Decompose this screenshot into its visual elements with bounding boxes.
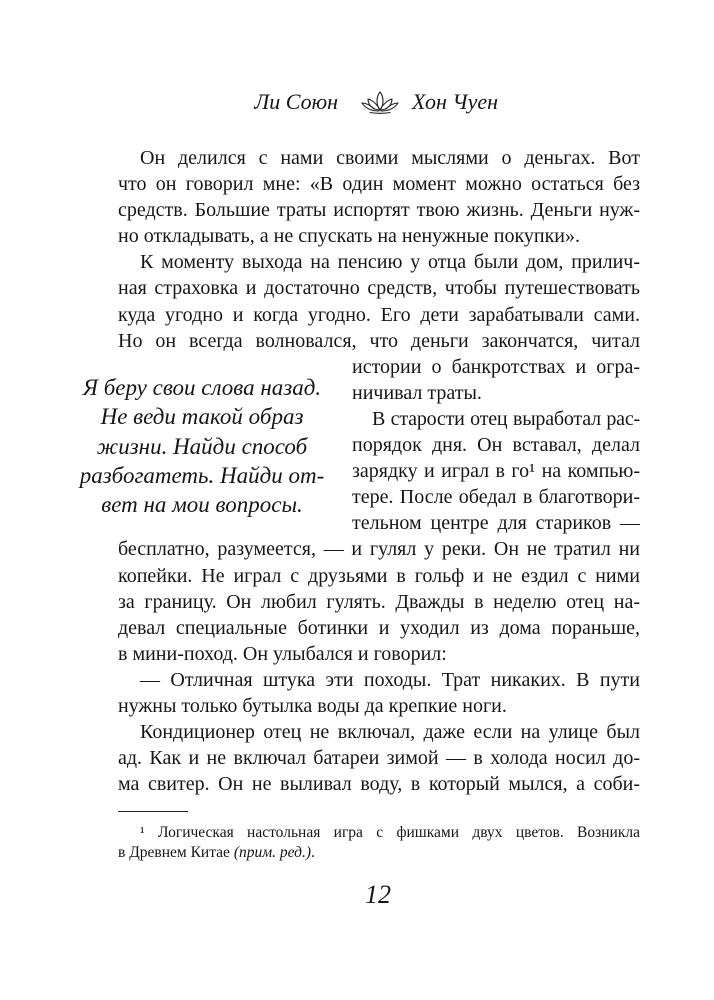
footnote-text: в Древнем Китае <box>118 844 230 861</box>
note-line: разбогатеть. Найди от- <box>79 462 325 488</box>
text-line: — Отличная штука эти походы. Трат никаких. В пути <box>140 668 640 691</box>
note-line: вет на мои вопросы. <box>101 492 303 517</box>
text-line: Он делился с нами своими мыслями о деньгах. Вот <box>140 147 640 169</box>
text-line: что он говорил мне: «В один момент можно остаться без <box>118 173 640 196</box>
text-line: копейки. Не играл с друзьями в гольф и не ездил с ними <box>118 564 640 587</box>
note-line: Я беру свои слова назад. <box>82 375 322 400</box>
text-line: нужны только бутылка воды да крепкие ноги. <box>118 694 507 717</box>
text-line: В старости отец выработал рас- <box>372 407 640 430</box>
text-line: но откладывать, а не спускать на ненужные покупки». <box>118 225 581 248</box>
handwritten-margin-note <box>72 373 332 519</box>
text-line: ма свитер. Он не выливал воду, в который мылся, а соби- <box>118 773 640 796</box>
footnote <box>118 823 640 863</box>
page-number: 12 <box>365 880 391 909</box>
text-line: куда угодно и когда угодно. Его дети зарабатывали сами. <box>118 303 640 326</box>
footnote-rule <box>118 811 188 812</box>
lotus-icon <box>360 90 400 114</box>
note-line: Не веди такой образ <box>100 404 304 430</box>
text-line: истории о банкротствах и огра- <box>352 355 640 378</box>
footnote-line <box>118 843 640 863</box>
text-line: порядок дня. Он вставал, делал <box>352 434 640 457</box>
footnote-line: ¹ Логическая настольная игра с фишками двух цветов. Возникла <box>140 824 640 841</box>
text-line: зарядку и играл в го¹ на компью- <box>352 460 640 483</box>
text-line: средств. Большие траты испортят твою жизнь. Деньги нуж- <box>118 199 640 222</box>
text-line: бесплатно, разумеется, — и гулял у реки. Он не тратил ни <box>118 538 640 561</box>
text-line: в мини-поход. Он улыбался и говорил: <box>118 642 447 665</box>
text-line: ад. Как и не включал батареи зимой — в холода носил до- <box>118 747 640 770</box>
footnote-editor-note: (прим. ред.) <box>233 844 311 861</box>
paragraph <box>118 667 640 719</box>
header-author-left: Ли Союн <box>254 89 338 114</box>
text-line: ничивал траты. <box>352 381 482 404</box>
paragraph <box>118 719 640 797</box>
text-line: девал специальные ботинки и уходил из дома пораньше, <box>118 616 640 639</box>
text-line: за границу. Он любил гулять. Дважды в неделю отец на- <box>118 590 640 613</box>
footnote-end: . <box>311 844 315 861</box>
text-line: ная страховка и достаточно средств, чтобы путешествовать <box>118 277 640 300</box>
text-line: Кондиционер отец не включал, даже если на улице был <box>140 721 640 744</box>
note-line: жизни. Найди способ <box>96 433 308 459</box>
header-author-right: Хон Чуен <box>412 89 499 114</box>
text-line: тере. После обедал в благотвори- <box>352 486 640 509</box>
paragraph <box>118 145 640 249</box>
text-line: тельном центре для стариков — <box>352 512 640 535</box>
text-line: К моменту выхода на пенсию у отца были дом, прилич- <box>140 251 640 274</box>
text-line: Но он всегда волновался, что деньги закончатся, читал <box>118 329 640 352</box>
